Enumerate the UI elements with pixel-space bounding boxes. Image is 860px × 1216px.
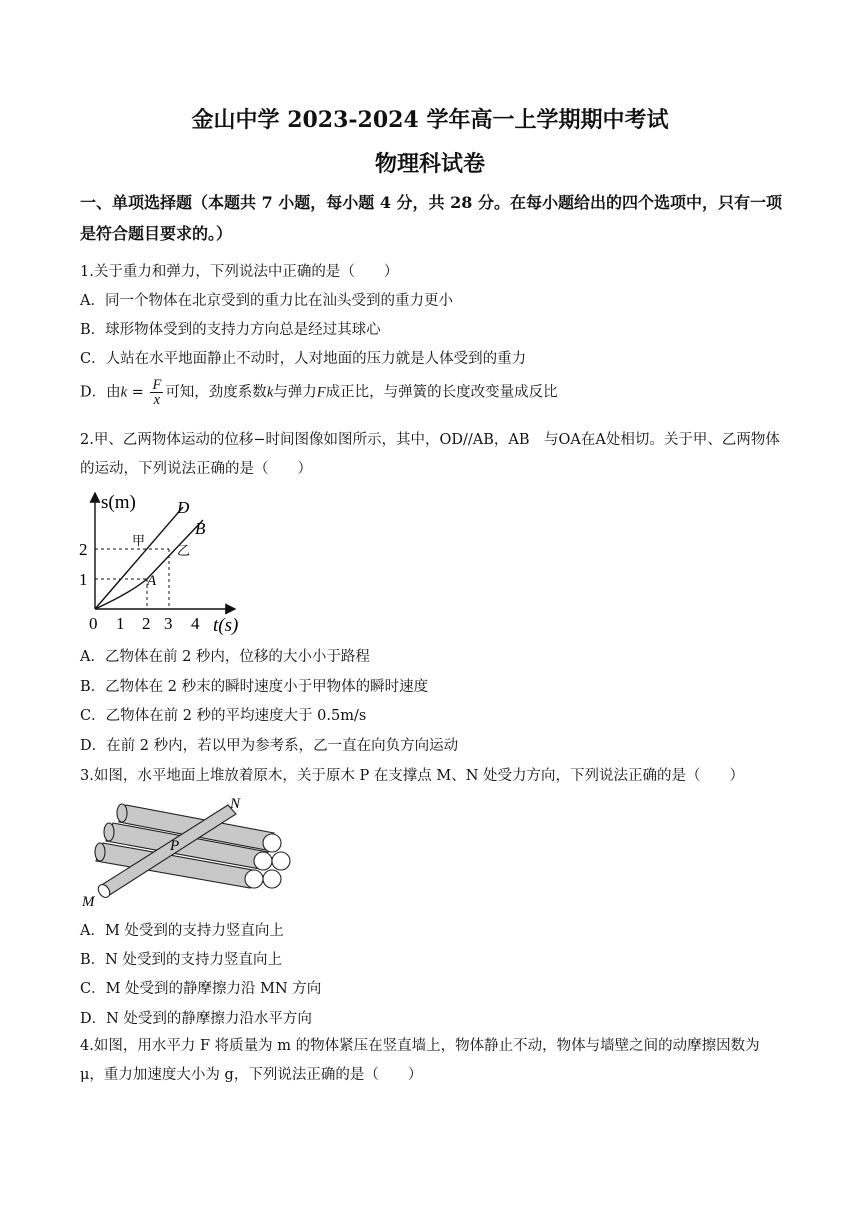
label-P: P [170, 838, 180, 854]
q2-option-c: C．乙物体在前 2 秒的平均速度大于 0.5m/s [80, 708, 367, 724]
q1-d-F: F [316, 384, 326, 401]
q1-stem: 1.关于重力和弹力，下列说法中正确的是（ ） [80, 264, 399, 280]
line-jia-OD [95, 507, 183, 609]
label-N: N [230, 796, 241, 812]
q1-d-mid2: 与弹力 [273, 384, 317, 401]
x-axis-label: t(s) [213, 615, 239, 636]
q2-option-d: D．在前 2 秒内，若以甲为参考系，乙一直在向负方向运动 [80, 738, 459, 754]
q1-d-fraction-num: F [152, 377, 162, 393]
q4-stem: 4.如图，用水平力 F 将质量为 m 的物体紧压在竖直墙上，物体静止不动，物体与墙壁之间的动摩擦因数为 μ，重力加速度大小为 g，下列说法正确的是（ ） [80, 1038, 760, 1083]
q2-st-graph [75, 485, 250, 637]
log-end-back-bottom [95, 843, 105, 861]
q1-option-c: C．人站在水平地面静止不动时，人对地面的压力就是人体受到的重力 [80, 351, 527, 367]
q3-option-b: B．N 处受到的支持力竖直向上 [80, 952, 282, 968]
x-tick-4: 4 [191, 614, 200, 633]
q1-d-mid: 可知，劲度系数 [165, 384, 267, 401]
label-yi: 乙 [177, 543, 191, 558]
log-end-back-middle [104, 823, 114, 841]
exam-subtitle: 物理科试卷 [374, 151, 485, 177]
q1-d-suffix: 成正比，与弹簧的长度改变量成反比 [325, 384, 558, 401]
q1-d-k: k [120, 384, 128, 401]
q1-option-b: B．球形物体受到的支持力方向总是经过其球心 [80, 322, 381, 338]
q1-d-prefix: D．由 [80, 384, 121, 401]
y-tick-1: 1 [79, 570, 88, 589]
q1-option-a: A．同一个物体在北京受到的重力比在汕头受到的重力更小 [80, 293, 453, 309]
log-end-front-1 [245, 870, 263, 888]
exam-title: 金山中学 2023-2024 学年高一上学期期中考试 [191, 107, 669, 133]
q3-option-a: A．M 处受到的支持力竖直向上 [80, 923, 284, 939]
q1-d-fraction [150, 378, 163, 407]
q1-d-fraction-den: x [153, 392, 161, 408]
label-M: M [82, 894, 95, 910]
label-jia: 甲 [132, 533, 146, 548]
q3-option-d: D．N 处受到的静摩擦力沿水平方向 [80, 1011, 312, 1027]
q2-option-b: B．乙物体在 2 秒末的瞬时速度小于甲物体的瞬时速度 [80, 679, 429, 695]
log-end-back-top [117, 804, 127, 822]
section-heading: 一、单项选择题（本题共 7 小题，每小题 4 分，共 28 分。在每小题给出的四个选项中，只有一项是符合题目要求的。） [80, 193, 782, 243]
label-A: A [147, 573, 157, 589]
x-tick-3: 3 [164, 614, 173, 633]
q3-logs-figure [78, 795, 298, 911]
log-end-front-4 [272, 852, 290, 870]
q1-d-k2: k [266, 384, 274, 401]
q3-stem: 3.如图，水平地面上堆放着原木，关于原木 P 在支撑点 M、N 处受力方向，下列说法正确的是（ ） [80, 768, 745, 784]
log-end-front-3 [254, 852, 272, 870]
log-end-front-2 [263, 870, 281, 888]
q2-stem: 2.甲、乙两物体运动的位移−时间图像如图所示，其中，OD//AB，AB 与OA在A处相切。关于甲、乙两物体的运动，下列说法正确的是（ ） [80, 432, 780, 477]
y-tick-2: 2 [79, 540, 88, 559]
q3-option-c: C．M 处受到的静摩擦力沿 MN 方向 [80, 981, 322, 997]
q1-option-d [80, 378, 558, 407]
curve-yi-OAB [95, 520, 203, 609]
x-tick-0: 0 [89, 614, 98, 633]
label-D: D [177, 498, 190, 517]
label-B: B [195, 519, 206, 538]
x-tick-1: 1 [116, 614, 125, 633]
y-axis-label: s(m) [101, 492, 136, 513]
x-tick-2: 2 [142, 614, 151, 633]
log-end-front-5 [263, 834, 281, 852]
q2-option-a: A．乙物体在前 2 秒内，位移的大小小于路程 [80, 649, 370, 665]
q1-d-eq: = [127, 384, 149, 401]
